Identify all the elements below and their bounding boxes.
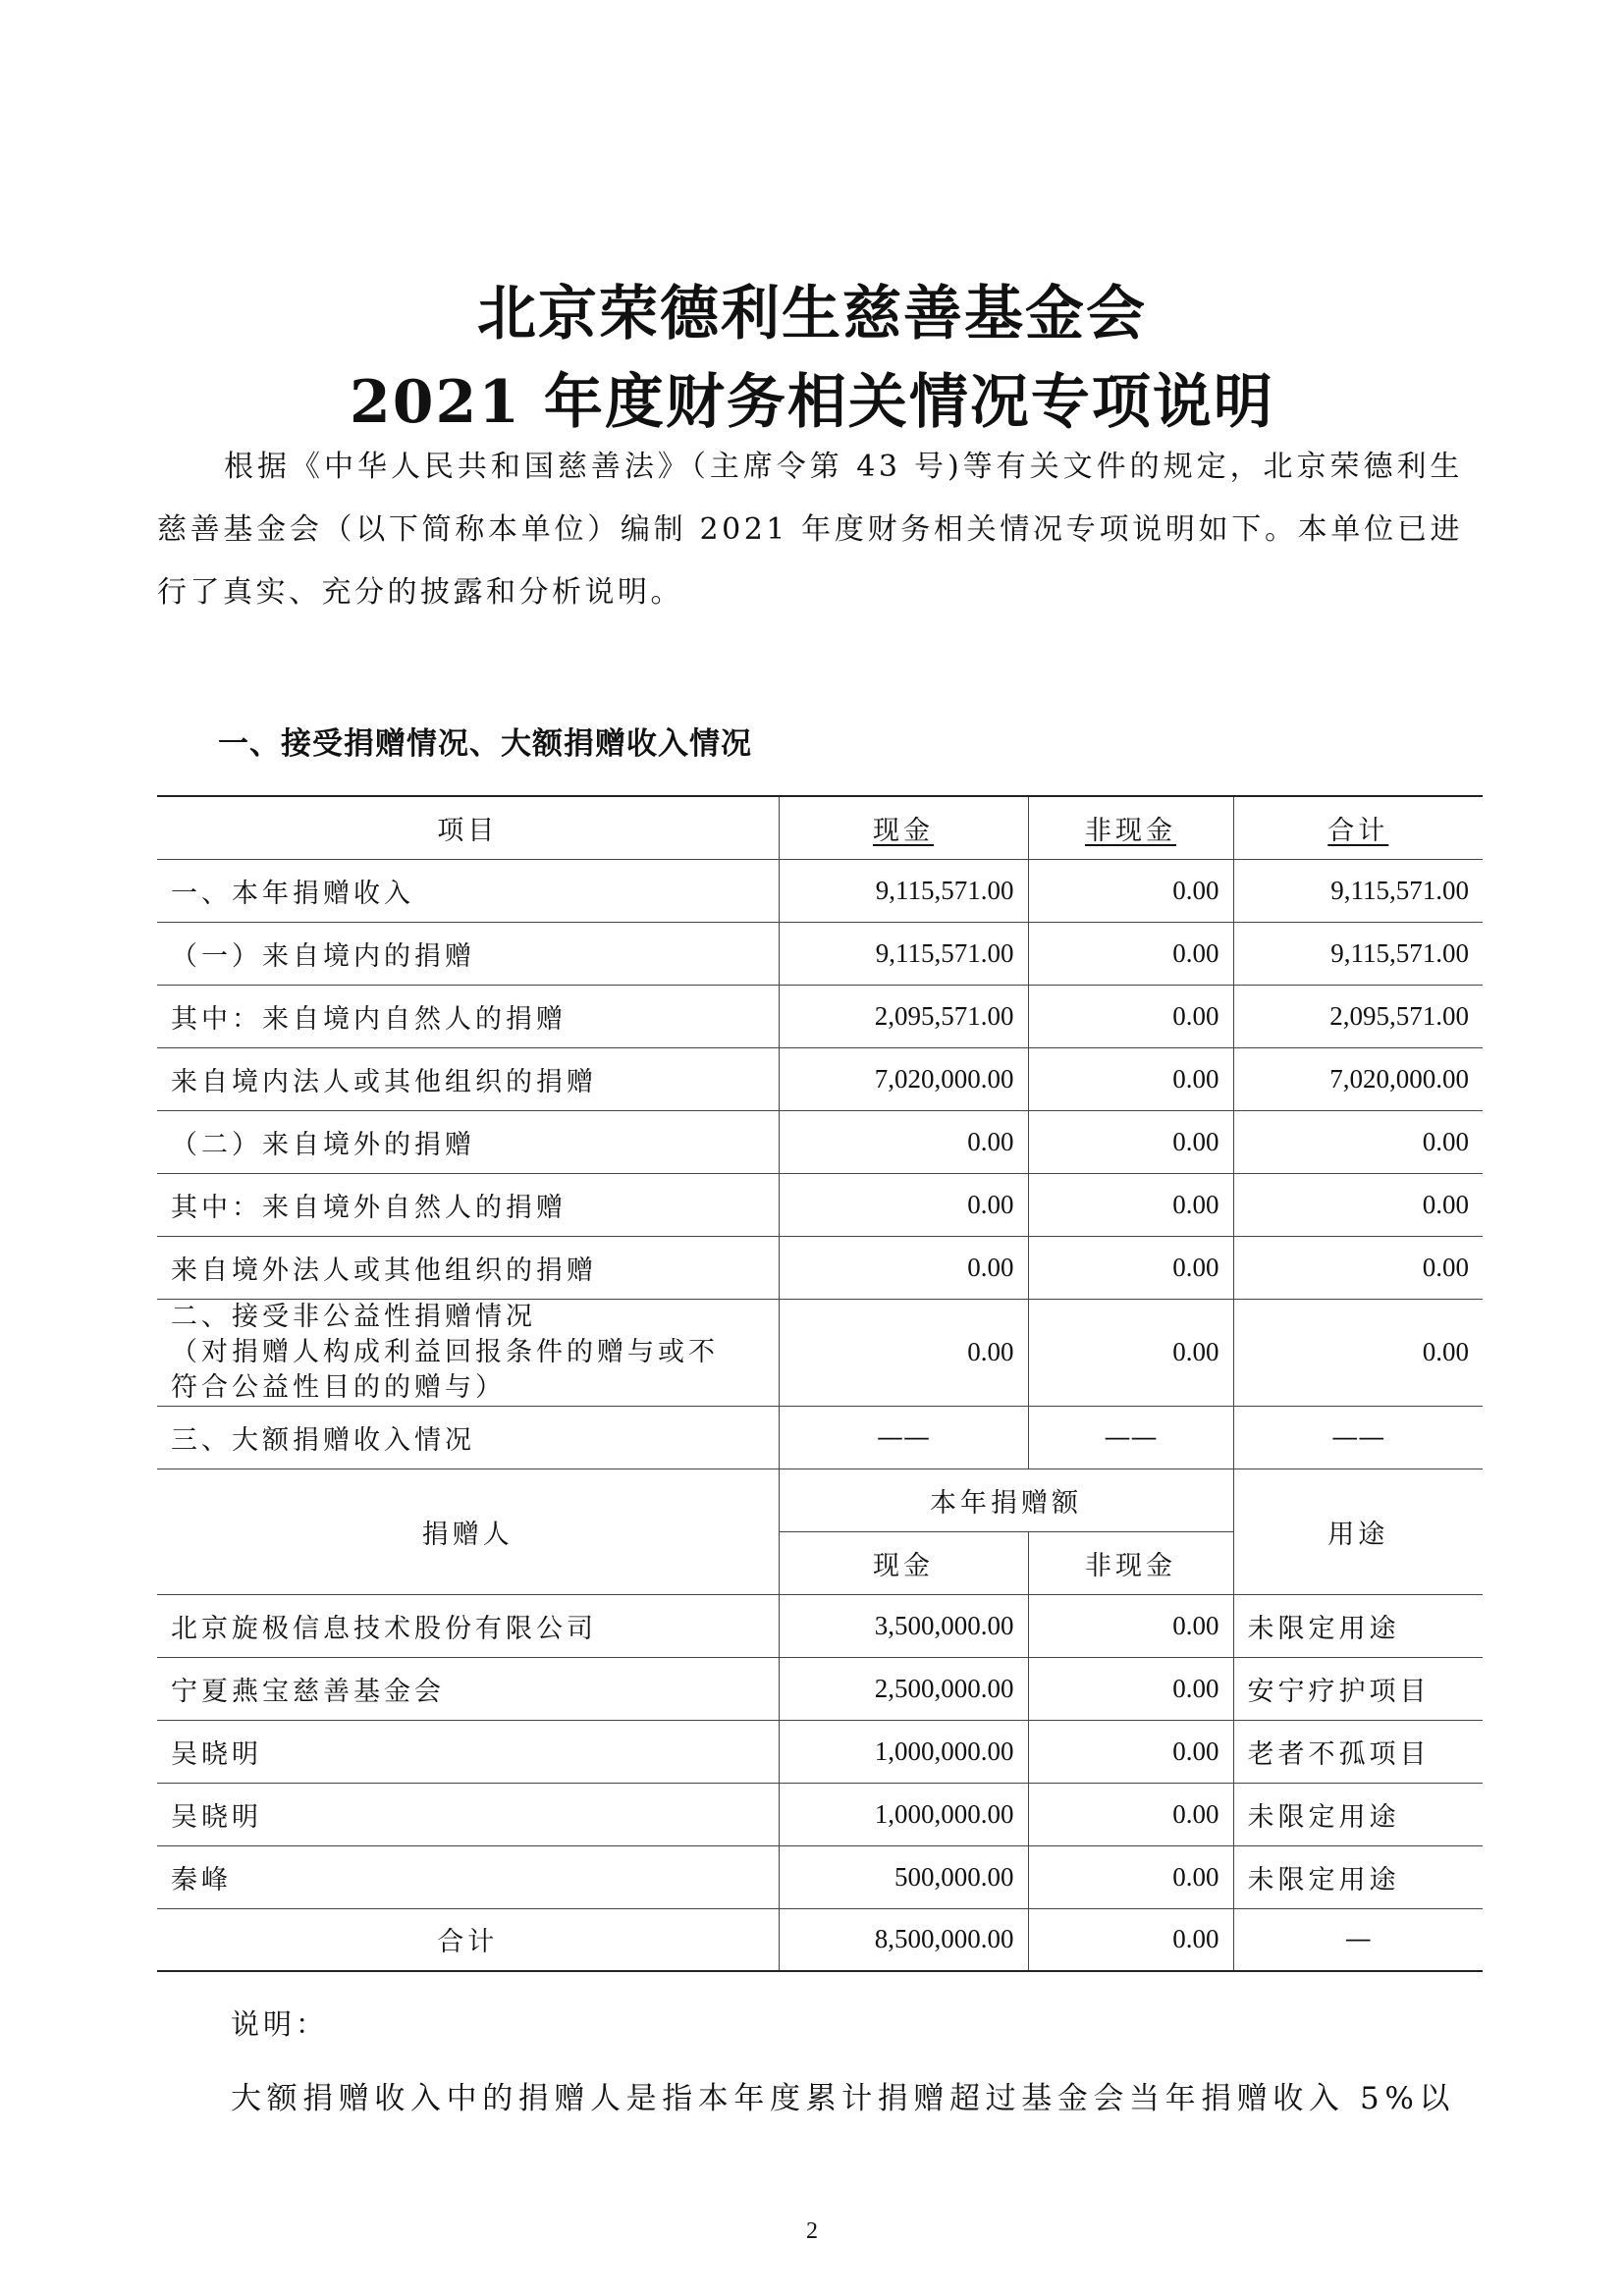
donor-name: 北京旋极信息技术股份有限公司 [157,1594,779,1657]
donor-use: 未限定用途 [1233,1783,1483,1845]
row-cash: 0.00 [779,1299,1028,1406]
donor-noncash: 0.00 [1028,1783,1233,1845]
row-noncash: 0.00 [1028,1173,1233,1236]
donor-noncash: 0.00 [1028,1594,1233,1657]
row-total: 0.00 [1233,1173,1483,1236]
donor-row [157,1783,1483,1845]
row-total: 2,095,571.00 [1233,985,1483,1047]
donor-noncash: 0.00 [1028,1845,1233,1908]
donor-use: 老者不孤项目 [1233,1720,1483,1783]
row-noncash: 0.00 [1028,1047,1233,1110]
table-row-large-donations [157,1406,1483,1468]
donor-row [157,1845,1483,1908]
donor-use: 安宁疗护项目 [1233,1657,1483,1720]
row-label: （二）来自境外的捐赠 [157,1110,779,1173]
row-label: 其中：来自境内自然人的捐赠 [157,985,779,1047]
page-number: 2 [806,2218,818,2244]
row-total: 9,115,571.00 [1233,922,1483,985]
row-cash: 2,095,571.00 [779,985,1028,1047]
row-total: 0.00 [1233,1236,1483,1299]
donor-header-row [157,1468,1483,1531]
total-label: 合计 [157,1908,779,1971]
donor-cash: 3,500,000.00 [779,1594,1028,1657]
table-row [157,985,1483,1047]
nonpublic-label-line3: 符合公益性目的的赠与） [171,1371,506,1403]
row-noncash: 0.00 [1028,1110,1233,1173]
donor-row [157,1720,1483,1783]
row-cash: 0.00 [779,1236,1028,1299]
donor-header-noncash: 非现金 [1028,1531,1233,1594]
table-row-nonpublic [157,1299,1483,1406]
document-title-line1: 北京荣德利生慈善基金会 [477,280,1147,348]
row-cash: —— [779,1406,1028,1468]
donor-header-amount: 本年捐赠额 [779,1468,1233,1531]
row-noncash: 0.00 [1028,985,1233,1047]
table-row [157,1173,1483,1236]
table-row [157,922,1483,985]
row-cash: 0.00 [779,1110,1028,1173]
nonpublic-label-line1: 二、接受非公益性捐赠情况 [171,1301,536,1332]
row-cash: 9,115,571.00 [779,859,1028,922]
donor-cash: 2,500,000.00 [779,1657,1028,1720]
row-cash: 0.00 [779,1173,1028,1236]
total-use: — [1233,1908,1483,1971]
donor-name: 秦峰 [157,1845,779,1908]
donor-header-donor: 捐赠人 [157,1468,779,1594]
row-noncash: 0.00 [1028,859,1233,922]
note-label: 说明： [231,2007,329,2041]
donor-noncash: 0.00 [1028,1657,1233,1720]
header-total: 合计 [1327,815,1389,846]
row-label: 来自境外法人或其他组织的捐赠 [157,1236,779,1299]
donor-cash: 1,000,000.00 [779,1783,1028,1845]
header-noncash: 非现金 [1085,815,1176,846]
row-total: 0.00 [1233,1299,1483,1406]
table-row [157,1110,1483,1173]
row-label [157,1299,779,1406]
section-heading: 一、接受捐赠情况、大额捐赠收入情况 [218,726,752,762]
table-row [157,859,1483,922]
row-noncash: 0.00 [1028,922,1233,985]
row-label: 其中：来自境外自然人的捐赠 [157,1173,779,1236]
donor-row [157,1594,1483,1657]
donor-use: 未限定用途 [1233,1594,1483,1657]
row-label: 三、大额捐赠收入情况 [157,1406,779,1468]
total-row [157,1908,1483,1971]
row-total: 7,020,000.00 [1233,1047,1483,1110]
table-header-row [157,796,1483,859]
row-label: （一）来自境内的捐赠 [157,922,779,985]
document-title-line2: 2021 年度财务相关情况专项说明 [350,368,1274,437]
note-text: 大额捐赠收入中的捐赠人是指本年度累计捐赠超过基金会当年捐赠收入 5%以 [231,2081,1456,2116]
donor-cash: 500,000.00 [779,1845,1028,1908]
row-total: —— [1233,1406,1483,1468]
table-row [157,1047,1483,1110]
total-noncash: 0.00 [1028,1908,1233,1971]
total-cash: 8,500,000.00 [779,1908,1028,1971]
donation-table [157,795,1483,1972]
donor-cash: 1,000,000.00 [779,1720,1028,1783]
donor-use: 未限定用途 [1233,1845,1483,1908]
row-noncash: 0.00 [1028,1299,1233,1406]
table-row [157,1236,1483,1299]
row-noncash: —— [1028,1406,1233,1468]
donor-header-use: 用途 [1233,1468,1483,1594]
donor-name: 吴晓明 [157,1783,779,1845]
intro-paragraph: 根据《中华人民共和国慈善法》（主席令第 43 号)等有关文件的规定，北京荣德利生慈善基金会（以下简称本单位）编制 2021 年度财务相关情况专项说明如下。本单位已进行了真实、充分的披露和分析说明。 [157,450,1463,610]
nonpublic-label-line2: （对捐赠人构成利益回报条件的赠与或不 [171,1336,719,1367]
header-item: 项目 [157,796,779,859]
row-total: 0.00 [1233,1110,1483,1173]
row-cash: 7,020,000.00 [779,1047,1028,1110]
row-cash: 9,115,571.00 [779,922,1028,985]
row-label: 一、本年捐赠收入 [157,859,779,922]
donor-header-cash: 现金 [779,1531,1028,1594]
row-total: 9,115,571.00 [1233,859,1483,922]
donor-row [157,1657,1483,1720]
row-noncash: 0.00 [1028,1236,1233,1299]
donor-name: 吴晓明 [157,1720,779,1783]
donor-noncash: 0.00 [1028,1720,1233,1783]
donor-name: 宁夏燕宝慈善基金会 [157,1657,779,1720]
row-label: 来自境内法人或其他组织的捐赠 [157,1047,779,1110]
header-cash: 现金 [873,815,934,846]
